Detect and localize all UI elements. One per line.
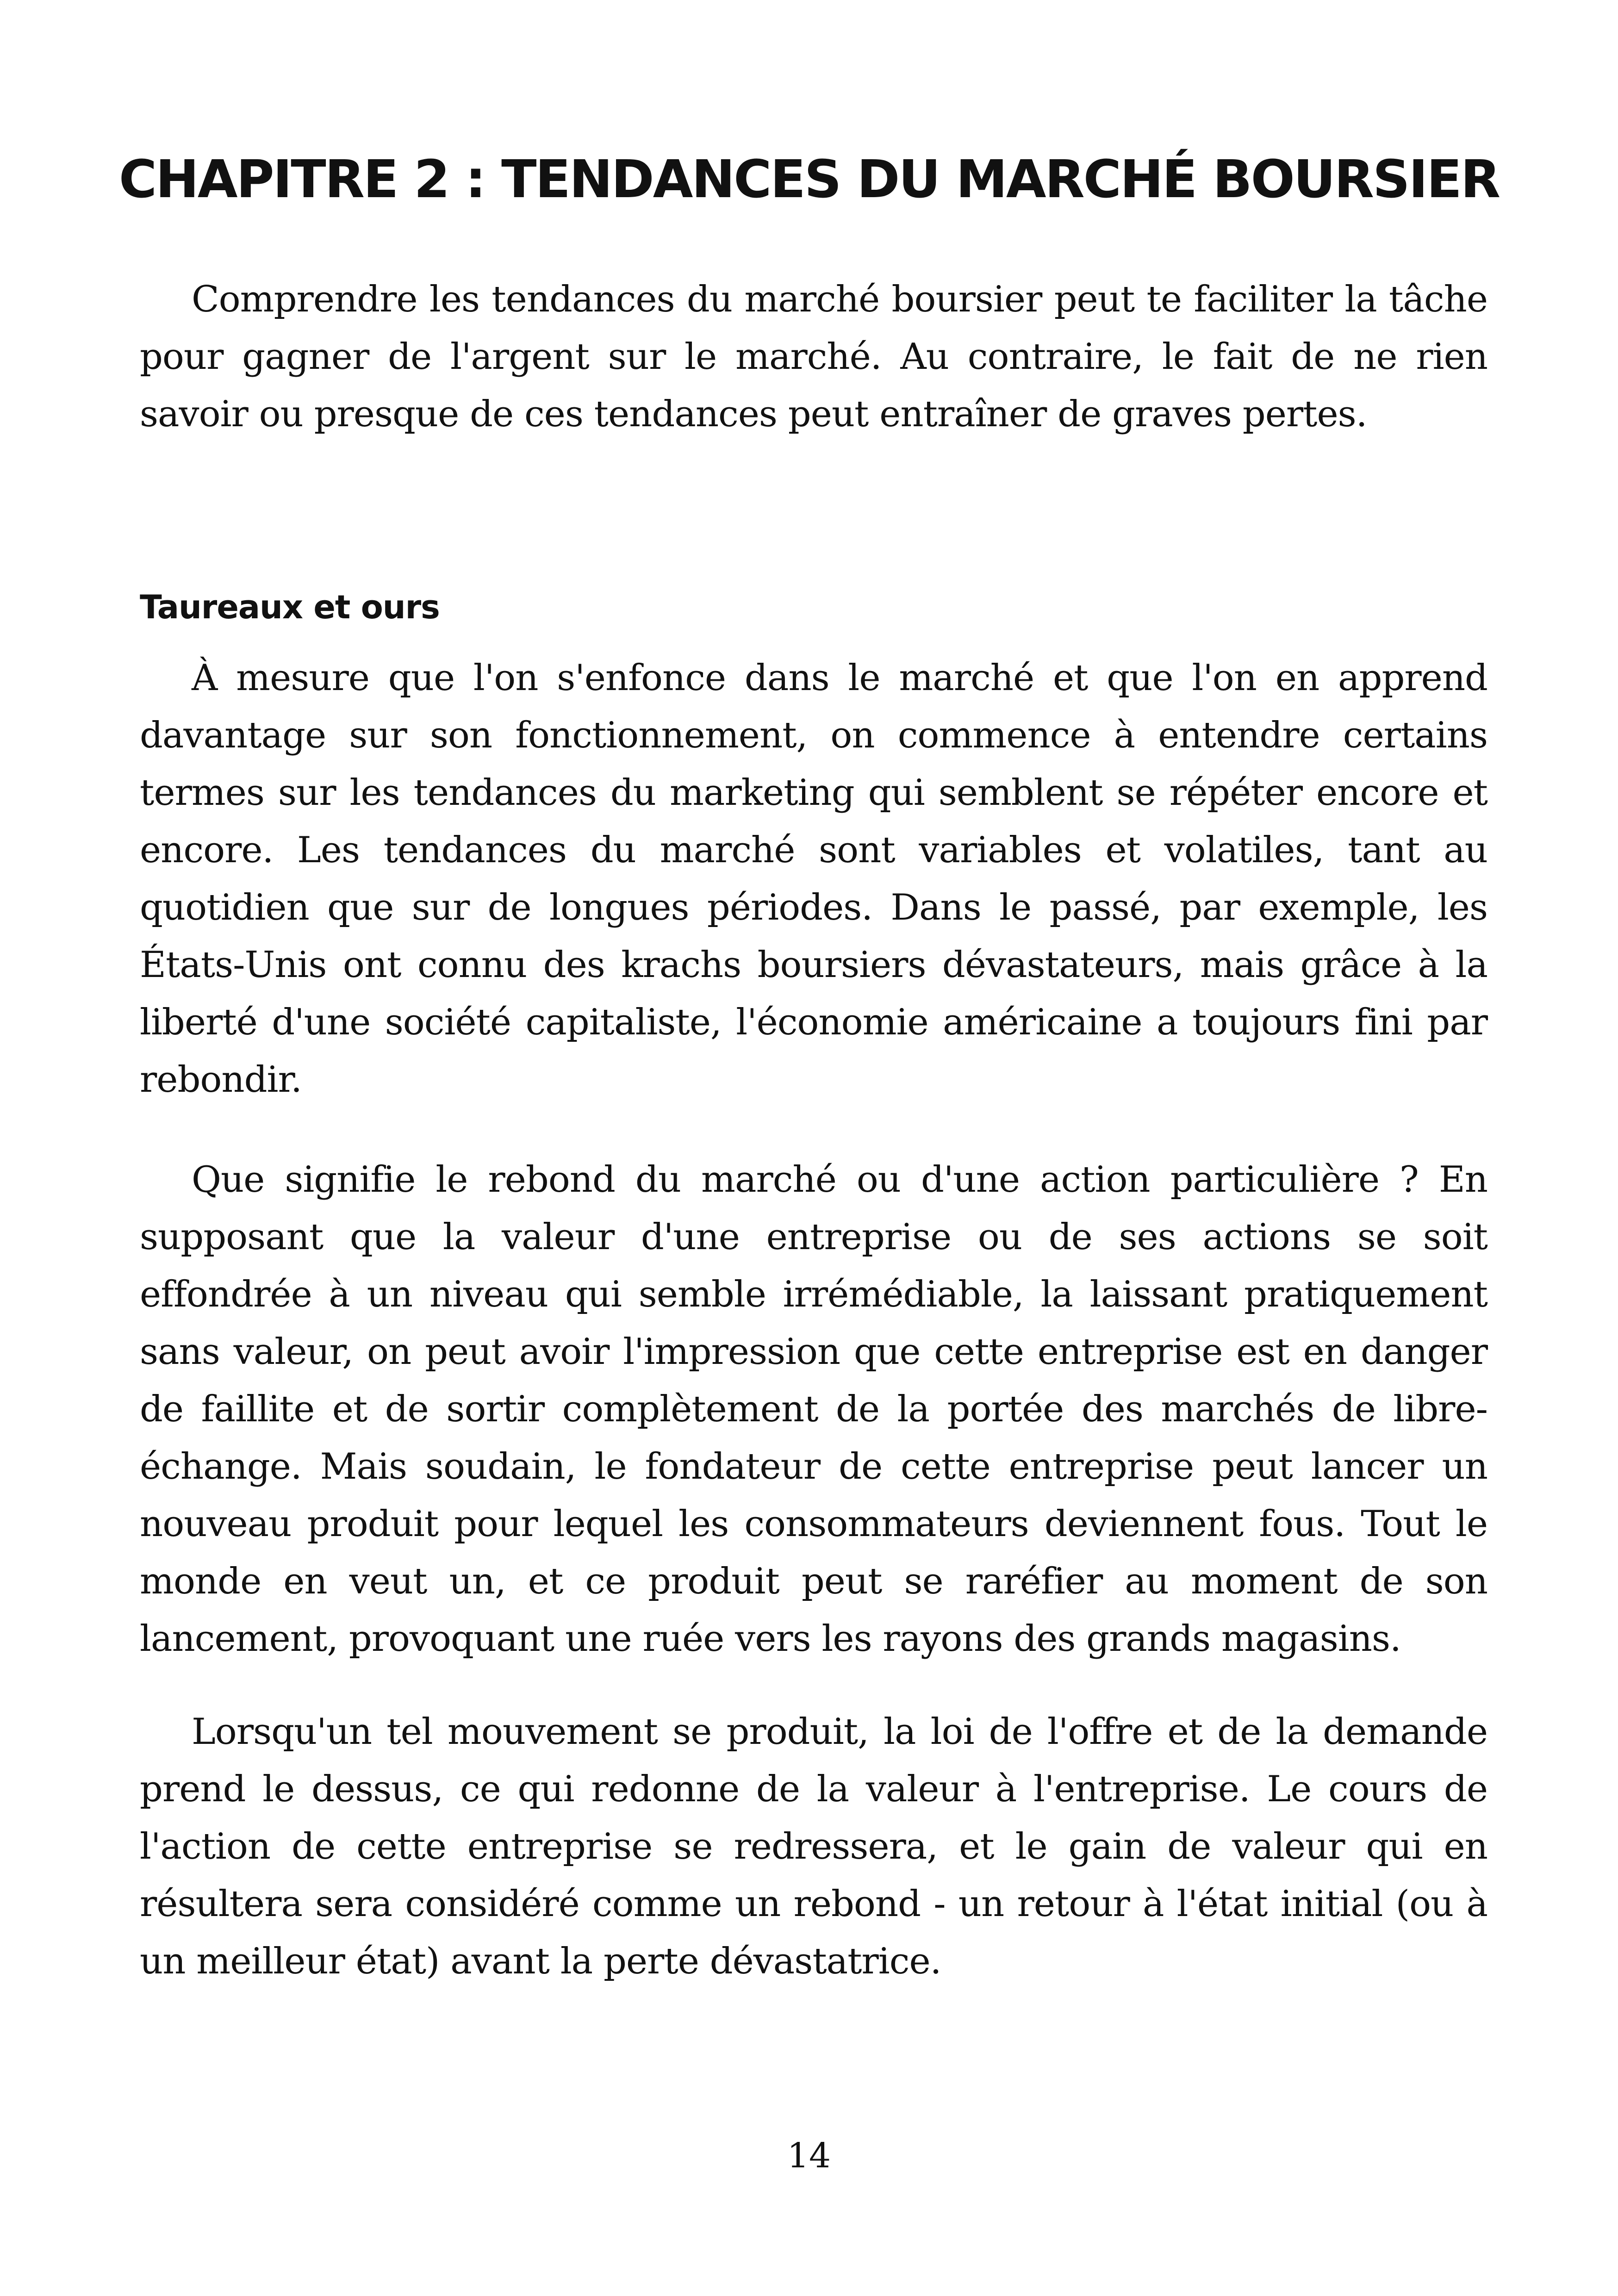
body-paragraph: Que signifie le rebond du marché ou d'une action particulière ? En supposant que la valeur d'une entreprise ou de ses actions se soit effondrée à un niveau qui semble irrémédiable, la laissant pratiquement sans valeur, on peut avoir l'impression que cette entreprise est en danger de faillite et de sortir complètement de la portée des marchés de libre-échange. Mais soudain, le fondateur de cette entreprise peut lancer un nouveau produit pour lequel les consommateurs deviennent fous. Tout le monde en veut un, et ce produit peut se raréfier au moment de son lancement, provoquant une ruée vers les rayons des grands magasins. [140, 1159, 1487, 1660]
body-paragraph: Lorsqu'un tel mouvement se produit, la loi de l'offre et de la demande prend le dessus, ce qui redonne de la valeur à l'entreprise. Le cours de l'action de cette entreprise se redressera, et le gain de valeur qui en résultera sera considéré comme un rebond - un retour à l'état initial (ou à un meilleur état) avant la perte dévastatrice. [140, 1711, 1487, 1982]
page-number: 14 [787, 2136, 831, 2176]
intro-paragraph: Comprendre les tendances du marché boursier peut te faciliter la tâche pour gagner de l'argent sur le marché. Au contraire, le fait de ne rien savoir ou presque de ces tendances peut entraîner de graves pertes. [140, 279, 1487, 435]
chapter-title: CHAPITRE 2 : TENDANCES DU MARCHÉ BOURSIER [118, 149, 1500, 210]
section-heading: Taureaux et ours [140, 588, 440, 626]
body-paragraph: À mesure que l'on s'enfonce dans le marché et que l'on en apprend davantage sur son fonctionnement, on commence à entendre certains termes sur les tendances du marketing qui semblent se répéter encore et encore. Les tendances du marché sont variables et volatiles, tant au quotidien que sur de longues périodes. Dans le passé, par exemple, les États-Unis ont connu des krachs boursiers dévastateurs, mais grâce à la liberté d'une société capitaliste, l'économie américaine a toujours fini par rebondir. [140, 657, 1487, 1101]
